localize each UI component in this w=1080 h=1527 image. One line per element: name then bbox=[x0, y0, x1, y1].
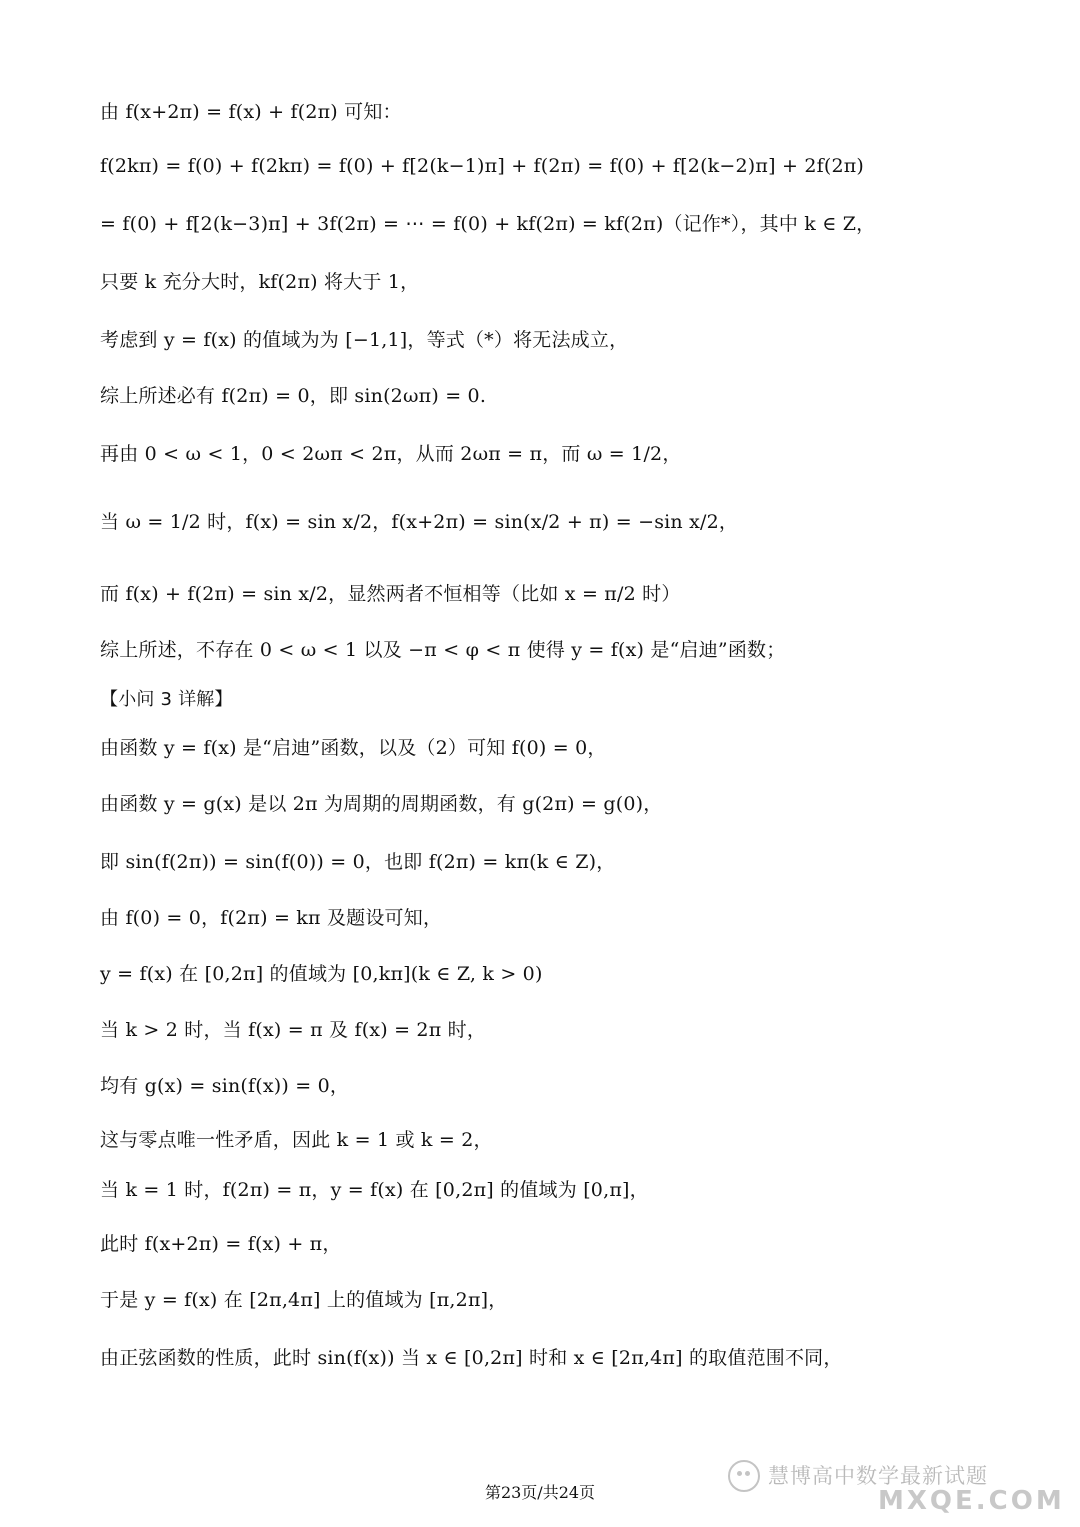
text-line-5: 考虑到 y = f(x) 的值域为为 [−1,1]，等式（*）将无法成立， bbox=[100, 329, 629, 351]
text-line-10: 综上所述，不存在 0 < ω < 1 以及 −π < φ < π 使得 y = f(x) 是“启迪”函数； bbox=[100, 639, 786, 661]
text-line-16: y = f(x) 在 [0,2π] 的值域为 [0,kπ](k ∈ Z, k > 0) bbox=[100, 963, 543, 985]
text-line-3: = f(0) + f[2(k−3)π] + 3f(2π) = ⋯ = f(0) + kf(2π) = kf(2π)（记作*），其中 k ∈ Z， bbox=[100, 213, 876, 235]
section-heading: 【小问 3 详解】 bbox=[100, 689, 233, 710]
text-line-22: 于是 y = f(x) 在 [2π,4π] 上的值域为 [π,2π]， bbox=[100, 1289, 508, 1311]
text-line-2: f(2kπ) = f(0) + f(2kπ) = f(0) + f[2(k−1)π] + f(2π) = f(0) + f[2(k−2)π] + 2f(2π) bbox=[100, 155, 865, 177]
text-line-1: 由 f(x+2π) = f(x) + f(2π) 可知： bbox=[100, 101, 402, 123]
text-line-12: 由函数 y = f(x) 是“启迪”函数，以及（2）可知 f(0) = 0， bbox=[100, 737, 607, 759]
text-line-15: 由 f(0) = 0，f(2π) = kπ 及题设可知， bbox=[100, 907, 443, 929]
text-line-19: 这与零点唯一性矛盾，因此 k = 1 或 k = 2， bbox=[100, 1129, 493, 1151]
page-number: 第23页/共24页 bbox=[484, 1483, 596, 1502]
watermark-site: MXQE.COM bbox=[878, 1486, 1065, 1516]
watermark-account: 慧博高中数学最新试题 bbox=[768, 1464, 988, 1488]
text-line-21: 此时 f(x+2π) = f(x) + π， bbox=[100, 1233, 342, 1255]
text-line-23: 由正弦函数的性质，此时 sin(f(x)) 当 x ∈ [0,2π] 时和 x ∈ [2π,4π] 的取值范围不同， bbox=[100, 1347, 843, 1369]
text-line-9: 而 f(x) + f(2π) = sin x/2，显然两者不恒相等（比如 x = π/2 时） bbox=[100, 583, 681, 605]
text-line-7: 再由 0 < ω < 1，0 < 2ωπ < 2π，从而 2ωπ = π，而 ω = 1/2， bbox=[100, 443, 682, 465]
text-line-20: 当 k = 1 时，f(2π) = π，y = f(x) 在 [0,2π] 的值域为 [0,π]， bbox=[100, 1179, 649, 1201]
text-line-8: 当 ω = 1/2 时，f(x) = sin x/2，f(x+2π) = sin(x/2 + π) = −sin x/2， bbox=[100, 511, 739, 533]
text-line-4: 只要 k 充分大时，kf(2π) 将大于 1， bbox=[100, 271, 420, 293]
wechat-icon bbox=[728, 1460, 760, 1492]
text-line-6: 综上所述必有 f(2π) = 0，即 sin(2ωπ) = 0. bbox=[100, 385, 487, 407]
text-line-18: 均有 g(x) = sin(f(x)) = 0， bbox=[100, 1075, 350, 1097]
text-line-17: 当 k > 2 时，当 f(x) = π 及 f(x) = 2π 时， bbox=[100, 1019, 487, 1041]
text-line-14: 即 sin(f(2π)) = sin(f(0)) = 0，也即 f(2π) = kπ(k ∈ Z)， bbox=[100, 851, 616, 873]
text-line-13: 由函数 y = g(x) 是以 2π 为周期的周期函数，有 g(2π) = g(0)， bbox=[100, 793, 663, 815]
watermark bbox=[728, 1448, 1068, 1518]
